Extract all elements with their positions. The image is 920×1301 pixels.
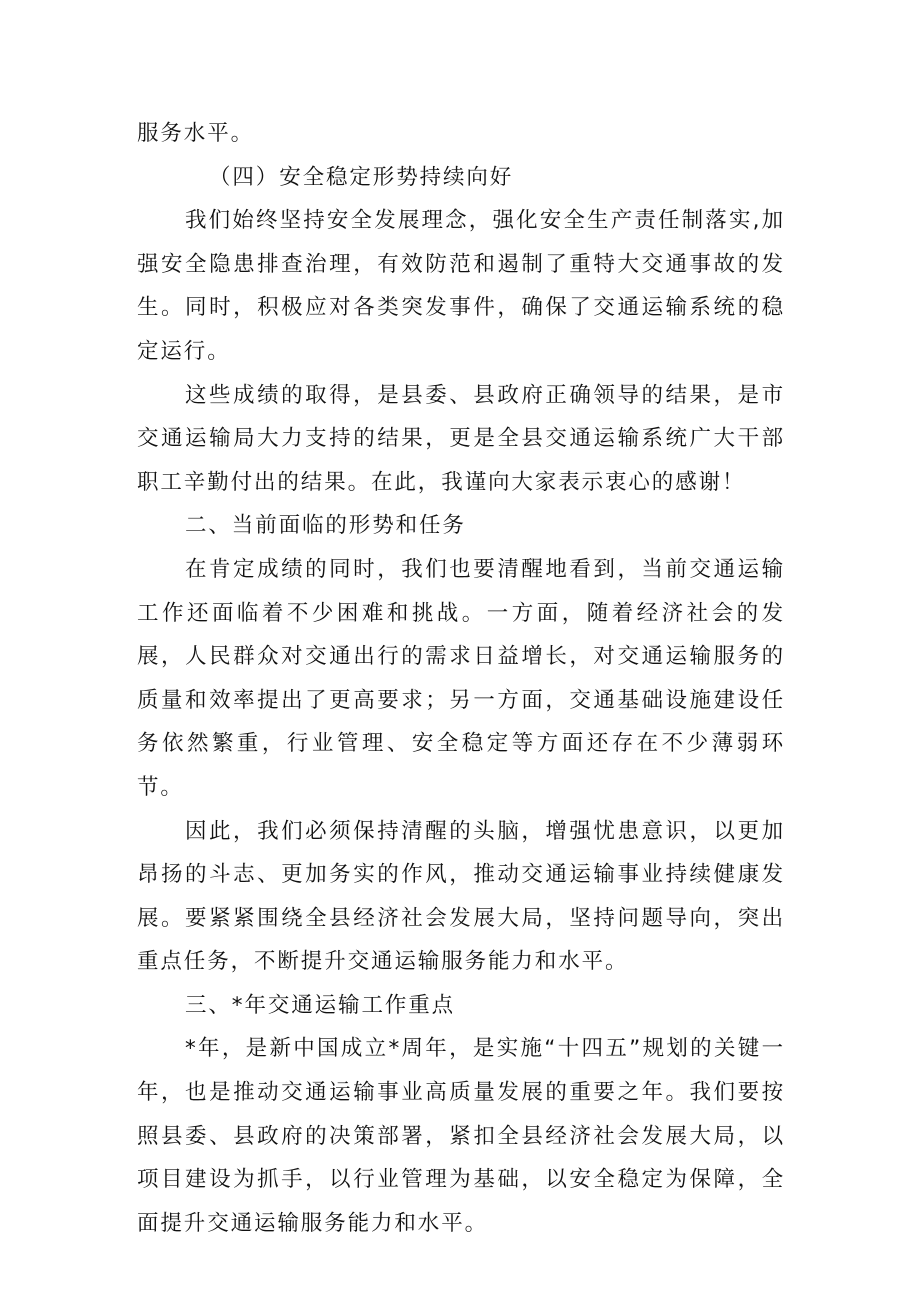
paragraph-challenges: 在肯定成绩的同时，我们也要清醒地看到，当前交通运输工作还面临着不少困难和挑战。一方面，随着经济社会的发展，人民群众对交通出行的需求日益增长，对交通运输服务的质量和效率提出了更高要求；另一方面，交通基础设施建设任务依然繁重，行业管理、安全稳定等方面还存在不少薄弱环节。 [137,556,785,800]
section-subheading-safety: （四）安全稳定形势持续向好 [209,164,514,190]
document-body [137,112,785,1245]
paragraph-continuation: 服务水平。 [137,121,255,146]
section-heading-situation: 二、当前面临的形势和任务 [185,513,466,539]
paragraph-safety: 我们始终坚持安全发展理念，强化安全生产责任制落实,加强安全隐患排查治理，有效防范和遏制了重特大交通事故的发生。同时，积极应对各类突发事件，确保了交通运输系统的稳定运行。 [137,208,785,364]
paragraph-therefore: 因此，我们必须保持清醒的头脑，增强忧患意识，以更加昂扬的斗志、更加务实的作风，推动交通运输事业持续健康发展。要紧紧围绕全县经济社会发展大局，坚持问题导向，突出重点任务，不断提升交通运输服务能力和水平。 [137,818,785,975]
section-heading-priorities: 三、*年交通运输工作重点 [185,992,456,1018]
paragraph-achievements: 这些成绩的取得，是县委、县政府正确领导的结果，是市交通运输局大力支持的结果，更是全县交通运输系统广大干部职工辛勤付出的结果。在此，我谨向大家表示衷心的感谢！ [137,382,785,495]
paragraph-priorities: *年，是新中国成立*周年，是实施“十四五”规划的关键一年，也是推动交通运输事业高质量发展的重要之年。我们要按照县委、县政府的决策部署，紧扣全县经济社会发展大局，以项目建设为抓手，以行业管理为基础，以安全稳定为保障，全面提升交通运输服务能力和水平。 [137,1036,785,1236]
